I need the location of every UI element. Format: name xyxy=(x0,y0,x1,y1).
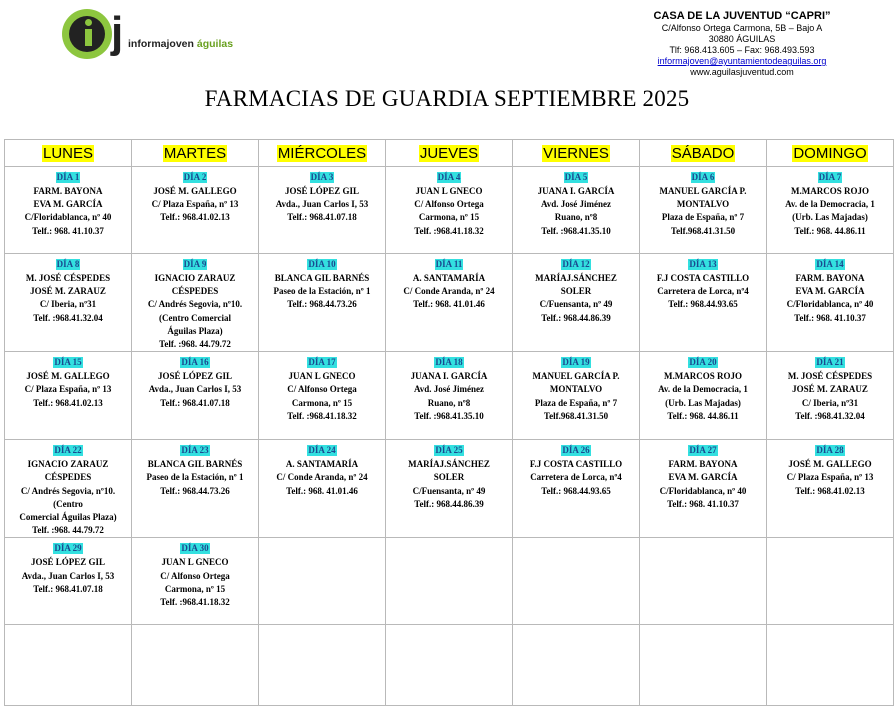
day-number-badge: DÍA 16 xyxy=(181,357,209,368)
pharmacy-info-line: JOSÉ M. ZARAUZ xyxy=(30,286,106,297)
day-cell xyxy=(132,352,259,440)
empty-day-cell xyxy=(640,538,767,625)
day-number-badge: DÍA 4 xyxy=(437,172,461,182)
pharmacy-info-line: Carretera de Lorca, nº4 xyxy=(530,472,622,483)
weekday-label: JUEVES xyxy=(419,144,479,162)
pharmacy-info-line: Telf.: 968.41.07.18 xyxy=(287,212,357,223)
pharmacy-info-line: BLANCA GIL BARNÉS xyxy=(147,459,243,470)
pharmacy-info-line: JOSÉ M. GALLEGO xyxy=(153,186,237,196)
pharmacy-info-line: (Urb. Las Majadas) xyxy=(665,397,741,408)
day-number-badge: DÍA 15 xyxy=(54,357,82,368)
pharmacy-info-line: Avd. José Jiménez xyxy=(540,199,612,210)
empty-day-cell xyxy=(386,538,513,625)
pharmacy-info-line: A. SANTAMARÍA xyxy=(412,273,486,283)
pharmacy-info-line: C/Floridablanca, nº 40 xyxy=(24,212,112,223)
pharmacy-info-line: C/Fuensanta, nº 49 xyxy=(539,299,613,310)
pharmacy-info-line: A. SANTAMARÍA xyxy=(285,459,359,470)
pharmacy-info-line: Av. de la Democracia, 1 xyxy=(785,199,875,210)
pharmacy-info-line: Telf.: 968. 41.01.46 xyxy=(413,299,485,310)
pharmacy-info-line: Telf.: 968. 44.86.11 xyxy=(794,225,866,236)
pharmacy-info-line: Carmona, nº 15 xyxy=(418,212,480,223)
pharmacy-info-line: JUANA I. GARCÍA xyxy=(410,371,488,382)
pharmacy-info-line: (Centro Comercial xyxy=(159,312,231,323)
pharmacy-info-line: JUAN L GNECO xyxy=(415,186,483,196)
weekday-header xyxy=(767,140,894,167)
pharmacy-info-line: EVA M. GARCÍA xyxy=(33,199,103,210)
pharmacy-info-line: CÉSPEDES xyxy=(171,286,219,297)
pharmacy-info-line: F.J COSTA CASTILLO xyxy=(529,459,623,470)
day-cell xyxy=(5,440,132,538)
weekday-header xyxy=(513,140,640,167)
week-row xyxy=(5,440,894,538)
day-cell xyxy=(5,538,132,625)
pharmacy-info-line: EVA M. GARCÍA xyxy=(795,286,865,297)
pharmacy-info-line: Telf.: 968.44.93.65 xyxy=(541,485,611,496)
week-row xyxy=(5,538,894,625)
empty-day-cell xyxy=(5,625,132,706)
pharmacy-info-line: M.MARCOS ROJO xyxy=(791,186,869,196)
weekday-header xyxy=(5,140,132,167)
phone-fax: Tlf: 968.413.605 – Fax: 968.493.593 xyxy=(669,45,815,55)
pharmacy-info-line: Avda., Juan Carlos I, 53 xyxy=(21,570,115,581)
pharmacy-info-line: Telf. :968.41.35.10 xyxy=(414,410,484,421)
address-line-2: 30880 ÁGUILAS xyxy=(708,34,776,44)
day-number-badge: DÍA 24 xyxy=(308,445,336,456)
pharmacy-info-line: Telf.: 968.44.93.65 xyxy=(668,299,738,310)
pharmacy-info-line: Telf.: 968. 41.10.37 xyxy=(32,225,104,236)
empty-day-cell xyxy=(513,538,640,625)
pharmacy-info-line: Carretera de Lorca, nº4 xyxy=(657,286,749,297)
pharmacy-info-line: Carmona, nº 15 xyxy=(164,583,226,594)
pharmacy-info-line: Paseo de la Estación, nº 1 xyxy=(146,472,244,483)
pharmacy-info-line: C/Fuensanta, nº 49 xyxy=(412,485,486,496)
day-cell xyxy=(640,352,767,440)
pharmacy-info-line: JOSÉ M. ZARAUZ xyxy=(792,384,868,395)
pharmacy-info-line: Plaza de España, nº 7 xyxy=(661,212,745,223)
pharmacy-info-line: IGNACIO ZARAUZ xyxy=(27,459,109,470)
pharmacy-info-line: C/ Conde Aranda, nº 24 xyxy=(403,286,495,297)
weekday-header xyxy=(132,140,259,167)
day-cell xyxy=(386,167,513,254)
empty-day-cell xyxy=(767,625,894,706)
pharmacy-info-line: MANUEL GARCÍA P. xyxy=(659,186,747,196)
pharmacy-info-line: Carmona, nº 15 xyxy=(291,397,353,408)
pharmacy-info-line: IGNACIO ZARAUZ xyxy=(154,273,236,283)
day-number-badge: DÍA 22 xyxy=(54,445,82,456)
pharmacy-info-line: Telf.: 968.41.07.18 xyxy=(33,583,103,594)
day-cell xyxy=(5,167,132,254)
pharmacy-info-line: JOSÉ LÓPEZ GIL xyxy=(157,371,233,382)
org-name: CASA DE LA JUVENTUD “CAPRI” xyxy=(653,10,831,22)
day-cell xyxy=(132,440,259,538)
pharmacy-info-line: Telf.: 968. 41.10.37 xyxy=(667,498,739,509)
pharmacy-info-line: C/ Conde Aranda, nº 24 xyxy=(276,472,368,483)
day-number-badge: DÍA 9 xyxy=(183,259,207,269)
day-cell xyxy=(386,254,513,352)
pharmacy-info-line: BLANCA GIL BARNÉS xyxy=(274,273,370,283)
pharmacy-info-line: Telf.: 968.41.02.13 xyxy=(33,397,103,408)
informajoven-logo xyxy=(62,9,262,67)
pharmacy-info-line: FARM. BAYONA xyxy=(33,186,103,196)
pharmacy-info-line: (Urb. Las Majadas) xyxy=(792,212,868,223)
pharmacy-info-line: Telf.: 968.41.07.18 xyxy=(160,397,230,408)
calendar-table xyxy=(4,139,894,706)
pharmacy-info-line: MARÍAJ.SÁNCHEZ xyxy=(535,273,617,283)
pharmacy-info-line: Telf.968.41.31.50 xyxy=(543,410,609,421)
day-number-badge: DÍA 14 xyxy=(816,259,844,269)
day-number-badge: DÍA 27 xyxy=(689,445,717,456)
day-cell xyxy=(132,254,259,352)
weekday-header-row xyxy=(5,140,894,167)
weekday-header xyxy=(259,140,386,167)
pharmacy-info-line: Telf. :968.41.32.04 xyxy=(33,312,103,323)
contact-block xyxy=(602,10,882,78)
pharmacy-info-line: C/ Plaza España, nº 13 xyxy=(786,472,874,483)
pharmacy-info-line: Telf. :968.41.35.10 xyxy=(541,225,611,236)
pharmacy-info-line: JUAN L GNECO xyxy=(288,371,356,382)
pharmacy-info-line: Telf. :968. 44.79.72 xyxy=(159,339,231,350)
pharmacy-info-line: Telf.: 968.41.02.13 xyxy=(795,485,865,496)
day-number-badge: DÍA 2 xyxy=(183,172,207,182)
pharmacy-info-line: Telf.: 968. 44.86.11 xyxy=(667,410,739,421)
day-cell xyxy=(767,352,894,440)
logo-circle-icon xyxy=(62,9,112,59)
day-number-badge: DÍA 28 xyxy=(816,445,844,456)
pharmacy-info-line: M.MARCOS ROJO xyxy=(664,371,742,382)
logo-j-letter: j xyxy=(111,8,124,57)
day-cell xyxy=(767,254,894,352)
day-number-badge: DÍA 17 xyxy=(308,357,336,368)
pharmacy-info-line: C/ Andrés Segovia, nº10. xyxy=(147,299,243,310)
day-cell xyxy=(513,167,640,254)
pharmacy-info-line: Telf. :968.41.18.32 xyxy=(160,597,230,608)
logo-word-2: águilas xyxy=(196,38,234,50)
day-cell xyxy=(640,167,767,254)
empty-day-cell xyxy=(513,625,640,706)
day-number-badge: DÍA 12 xyxy=(562,259,590,269)
email-link[interactable]: informajoven@ayuntamientodeaguilas.org xyxy=(657,56,827,66)
day-cell xyxy=(513,352,640,440)
pharmacy-info-line: Telf.: 968. 41.10.37 xyxy=(794,312,866,323)
pharmacy-info-line: Telf.: 968. 41.01.46 xyxy=(286,485,358,496)
pharmacy-info-line: C/ Iberia, nº31 xyxy=(801,397,859,408)
pharmacy-info-line: Telf.: 968.44.86.39 xyxy=(541,312,611,323)
pharmacy-info-line: Telf. :968.41.32.04 xyxy=(795,410,865,421)
week-row xyxy=(5,352,894,440)
pharmacy-info-line: Ruano, nº8 xyxy=(427,397,471,408)
day-number-badge: DÍA 8 xyxy=(56,259,80,269)
day-cell xyxy=(513,254,640,352)
day-cell xyxy=(640,440,767,538)
pharmacy-info-line: Telf.: 968.44.86.39 xyxy=(414,498,484,509)
day-number-badge: DÍA 6 xyxy=(691,172,715,182)
weekday-header xyxy=(640,140,767,167)
day-cell xyxy=(132,167,259,254)
logo-word-1: informajoven xyxy=(128,38,194,50)
pharmacy-info-line: C/Floridablanca, nº 40 xyxy=(659,485,747,496)
pharmacy-info-line: FARM. BAYONA xyxy=(795,273,865,283)
week-row xyxy=(5,625,894,706)
day-cell xyxy=(386,352,513,440)
week-row xyxy=(5,167,894,254)
weekday-header xyxy=(386,140,513,167)
pharmacy-info-line: JOSÉ LÓPEZ GIL xyxy=(30,557,106,568)
pharmacy-info-line: MONTALVO xyxy=(676,199,730,210)
pharmacy-info-line: JUANA I. GARCÍA xyxy=(537,186,615,196)
empty-day-cell xyxy=(259,625,386,706)
pharmacy-info-line: C/ Alfonso Ortega xyxy=(160,570,230,581)
pharmacy-info-line: SOLER xyxy=(560,286,592,297)
pharmacy-info-line: C/ Alfonso Ortega xyxy=(287,384,357,395)
pharmacy-info-line: CÉSPEDES xyxy=(44,472,92,483)
day-number-badge: DÍA 5 xyxy=(564,172,588,182)
day-cell xyxy=(5,352,132,440)
day-number-badge: DÍA 26 xyxy=(562,445,590,456)
pharmacy-info-line: Telf. :968. 44.79.72 xyxy=(32,525,104,536)
day-number-badge: DÍA 10 xyxy=(308,259,336,269)
pharmacy-info-line: Avd. José Jiménez xyxy=(413,384,485,395)
pharmacy-info-line: Av. de la Democracia, 1 xyxy=(658,384,748,395)
day-number-badge: DÍA 7 xyxy=(818,172,842,182)
day-number-badge: DÍA 20 xyxy=(689,357,717,368)
pharmacy-info-line: Telf.: 968.44.73.26 xyxy=(160,485,230,496)
pharmacy-info-line: Telf.968.41.31.50 xyxy=(670,225,736,236)
pharmacy-info-line: EVA M. GARCÍA xyxy=(668,472,738,483)
day-number-badge: DÍA 21 xyxy=(816,357,844,368)
day-cell xyxy=(259,352,386,440)
day-number-badge: DÍA 23 xyxy=(181,445,209,456)
day-number-badge: DÍA 25 xyxy=(435,445,463,456)
pharmacy-info-line: MANUEL GARCÍA P. xyxy=(532,371,620,382)
pharmacy-info-line: Telf.: 968.41.02.13 xyxy=(160,212,230,223)
pharmacy-info-line: Paseo de la Estación, nº 1 xyxy=(273,286,371,297)
weekday-label: MARTES xyxy=(163,144,227,162)
day-cell xyxy=(5,254,132,352)
website: www.aguilasjuventud.com xyxy=(690,67,794,77)
pharmacy-info-line: JOSÉ LÓPEZ GIL xyxy=(284,186,360,196)
weekday-label: SÁBADO xyxy=(671,144,735,162)
week-row xyxy=(5,254,894,352)
day-cell xyxy=(767,167,894,254)
day-number-badge: DÍA 3 xyxy=(310,172,334,182)
pharmacy-info-line: C/ Alfonso Ortega xyxy=(414,199,484,210)
weekday-label: DOMINGO xyxy=(793,144,867,162)
day-number-badge: DÍA 29 xyxy=(54,543,82,554)
weekday-label: LUNES xyxy=(42,144,94,162)
pharmacy-info-line: Telf. :968.41.18.32 xyxy=(414,225,484,236)
pharmacy-info-line: SOLER xyxy=(433,472,465,483)
pharmacy-info-line: M. JOSÉ CÉSPEDES xyxy=(787,371,873,382)
pharmacy-info-line: Telf.: 968.44.73.26 xyxy=(287,299,357,310)
day-cell xyxy=(259,254,386,352)
day-number-badge: DÍA 19 xyxy=(562,357,590,368)
day-number-badge: DÍA 30 xyxy=(181,543,209,554)
day-cell xyxy=(259,167,386,254)
logo-text xyxy=(128,38,233,50)
empty-day-cell xyxy=(767,538,894,625)
pharmacy-info-line: C/ Iberia, nº31 xyxy=(39,299,97,310)
pharmacy-info-line: Avda., Juan Carlos I, 53 xyxy=(275,199,369,210)
day-cell xyxy=(767,440,894,538)
day-number-badge: DÍA 18 xyxy=(435,357,463,368)
day-cell xyxy=(386,440,513,538)
address-line-1: C/Alfonso Ortega Carmona, 5B – Bajo A xyxy=(661,23,823,33)
pharmacy-info-line: JOSÉ M. GALLEGO xyxy=(26,371,110,382)
pharmacy-info-line: C/ Andrés Segovia, nº10. (Centro xyxy=(20,485,116,509)
empty-day-cell xyxy=(386,625,513,706)
day-number-badge: DÍA 11 xyxy=(435,259,463,269)
day-number-badge: DÍA 13 xyxy=(689,259,717,269)
page-title: FARMACIAS DE GUARDIA SEPTIEMBRE 2025 xyxy=(204,86,690,111)
pharmacy-info-line: Plaza de España, nº 7 xyxy=(534,397,618,408)
pharmacy-info-line: C/ Plaza España, nº 13 xyxy=(24,384,112,395)
day-number-badge: DÍA 1 xyxy=(56,172,80,182)
pharmacy-info-line: F.J COSTA CASTILLO xyxy=(656,273,750,283)
pharmacy-info-line: C/ Plaza España, nº 13 xyxy=(151,199,239,210)
day-cell xyxy=(132,538,259,625)
pharmacy-info-line: JUAN L GNECO xyxy=(161,557,229,568)
day-cell xyxy=(513,440,640,538)
pharmacy-info-line: MARÍAJ.SÁNCHEZ xyxy=(408,459,490,470)
pharmacy-info-line: Águilas Plaza) xyxy=(167,325,223,336)
weekday-label: MIÉRCOLES xyxy=(277,144,367,162)
pharmacy-info-line: M. JOSÉ CÉSPEDES xyxy=(25,273,111,283)
pharmacy-info-line: MONTALVO xyxy=(549,384,603,395)
pharmacy-info-line: FARM. BAYONA xyxy=(668,459,738,470)
pharmacy-info-line: Comercial Águilas Plaza) xyxy=(19,512,117,523)
day-cell xyxy=(640,254,767,352)
day-cell xyxy=(259,440,386,538)
pharmacy-info-line: Avda., Juan Carlos I, 53 xyxy=(148,384,242,395)
pharmacy-info-line: Ruano, nº8 xyxy=(554,212,598,223)
empty-day-cell xyxy=(640,625,767,706)
empty-day-cell xyxy=(259,538,386,625)
pharmacy-info-line: Telf. :968.41.18.32 xyxy=(287,410,357,421)
pharmacy-info-line: C/Floridablanca, nº 40 xyxy=(786,299,874,310)
weekday-label: VIERNES xyxy=(543,144,609,162)
empty-day-cell xyxy=(132,625,259,706)
pharmacy-info-line: JOSÉ M. GALLEGO xyxy=(788,459,872,470)
